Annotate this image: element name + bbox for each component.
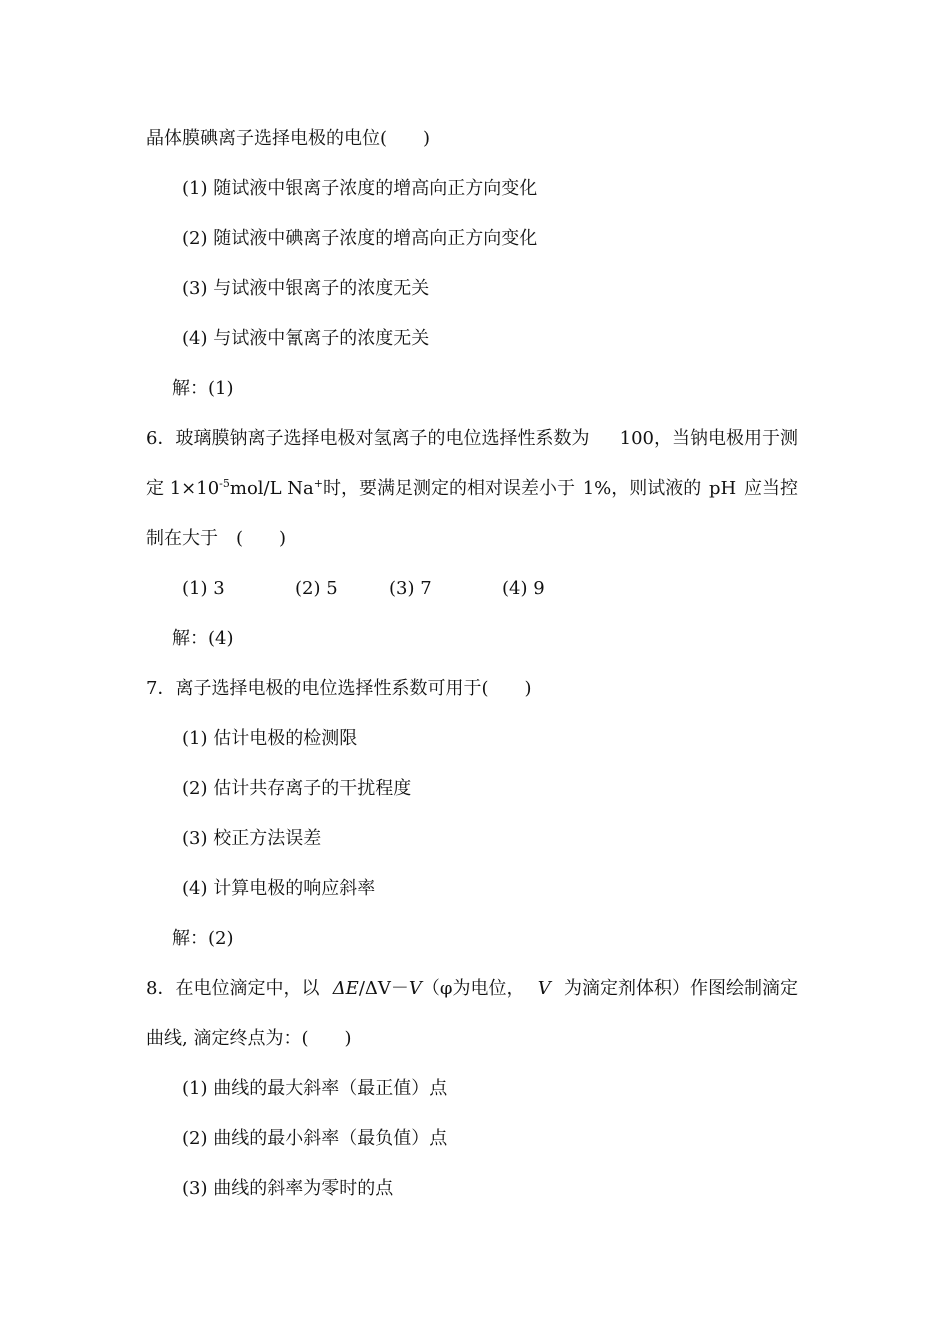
q8-delta-v: /ΔV — [358, 978, 391, 999]
q7-option-3: (3) 校正方法误差 — [182, 828, 322, 849]
q6-options-row — [182, 577, 545, 601]
q6-option-3: (3) 7 — [389, 578, 432, 599]
q5-option-4: (4) 与试液中氰离子的浓度无关 — [182, 328, 430, 349]
q6-ph: pH — [709, 478, 737, 499]
q8-delta-e: ΔE — [332, 978, 359, 999]
q6-conc-pre: 定 1×10 — [146, 478, 220, 499]
q6-exponent: -5 — [219, 477, 230, 490]
q7-option-1: (1) 估计电极的检测限 — [182, 728, 358, 749]
q5-option-3: (3) 与试液中银离子的浓度无关 — [182, 278, 430, 299]
q8-minus: － — [390, 978, 409, 999]
q8-option-1: (1) 曲线的最大斜率（最正值）点 — [182, 1078, 448, 1099]
q8-option-3: (3) 曲线的斜率为零时的点 — [182, 1178, 394, 1199]
q6-option-2: (2) 5 — [295, 578, 338, 599]
q8-option-2: (2) 曲线的最小斜率（最负值）点 — [182, 1128, 448, 1149]
q8-formula — [333, 977, 525, 1001]
q5-stem: 晶体膜碘离子选择电极的电位( ) — [146, 128, 431, 149]
q8-volume-symbol-2: V — [537, 978, 551, 999]
q6-conc-post: 时，要满足测定的相对误差小于 — [323, 478, 575, 499]
q6-line1-part1: 6．玻璃膜钠离子选择电极对氢离子的电位选择性系数为 — [146, 428, 590, 449]
q8-stem-line-2: 曲线, 滴定终点为：( ) — [146, 1028, 352, 1049]
q6-answer: 解：(4) — [172, 628, 234, 649]
q7-option-4: (4) 计算电极的响应斜率 — [182, 878, 376, 899]
q5-option-1: (1) 随试液中银离子浓度的增高向正方向变化 — [182, 178, 538, 199]
q6-percent: 1%，则试液的 — [582, 478, 702, 499]
q6-concentration — [146, 477, 575, 501]
q6-charge: + — [313, 477, 323, 490]
q8-stem-line-1 — [146, 977, 798, 1001]
q8-line1-pre: 8．在电位滴定中，以 — [146, 978, 320, 999]
q6-conc-unit: mol/L Na — [229, 478, 314, 499]
q8-line1-post: 为滴定剂体积）作图绘制滴定 — [563, 978, 798, 999]
q7-option-2: (2) 估计共存离子的干扰程度 — [182, 778, 412, 799]
q8-paren: （φ为电位， — [421, 978, 525, 999]
q6-stem-line-1 — [146, 427, 798, 451]
q6-stem-line-3: 制在大于 ( ) — [146, 528, 287, 549]
q7-answer: 解：(2) — [172, 928, 234, 949]
q6-stem-line-2 — [146, 477, 798, 501]
q8-volume-symbol: V — [408, 978, 422, 999]
q5-option-2: (2) 随试液中碘离子浓度的增高向正方向变化 — [182, 228, 538, 249]
q6-line1-part2: 100，当钠电极用于测 — [619, 428, 798, 449]
q6-line2-end: 应当控 — [744, 478, 798, 499]
q7-stem: 7．离子选择电极的电位选择性系数可用于( ) — [146, 678, 532, 699]
q6-option-4: (4) 9 — [502, 578, 545, 599]
q6-option-1: (1) 3 — [182, 578, 225, 599]
q5-answer: 解：(1) — [172, 378, 234, 399]
